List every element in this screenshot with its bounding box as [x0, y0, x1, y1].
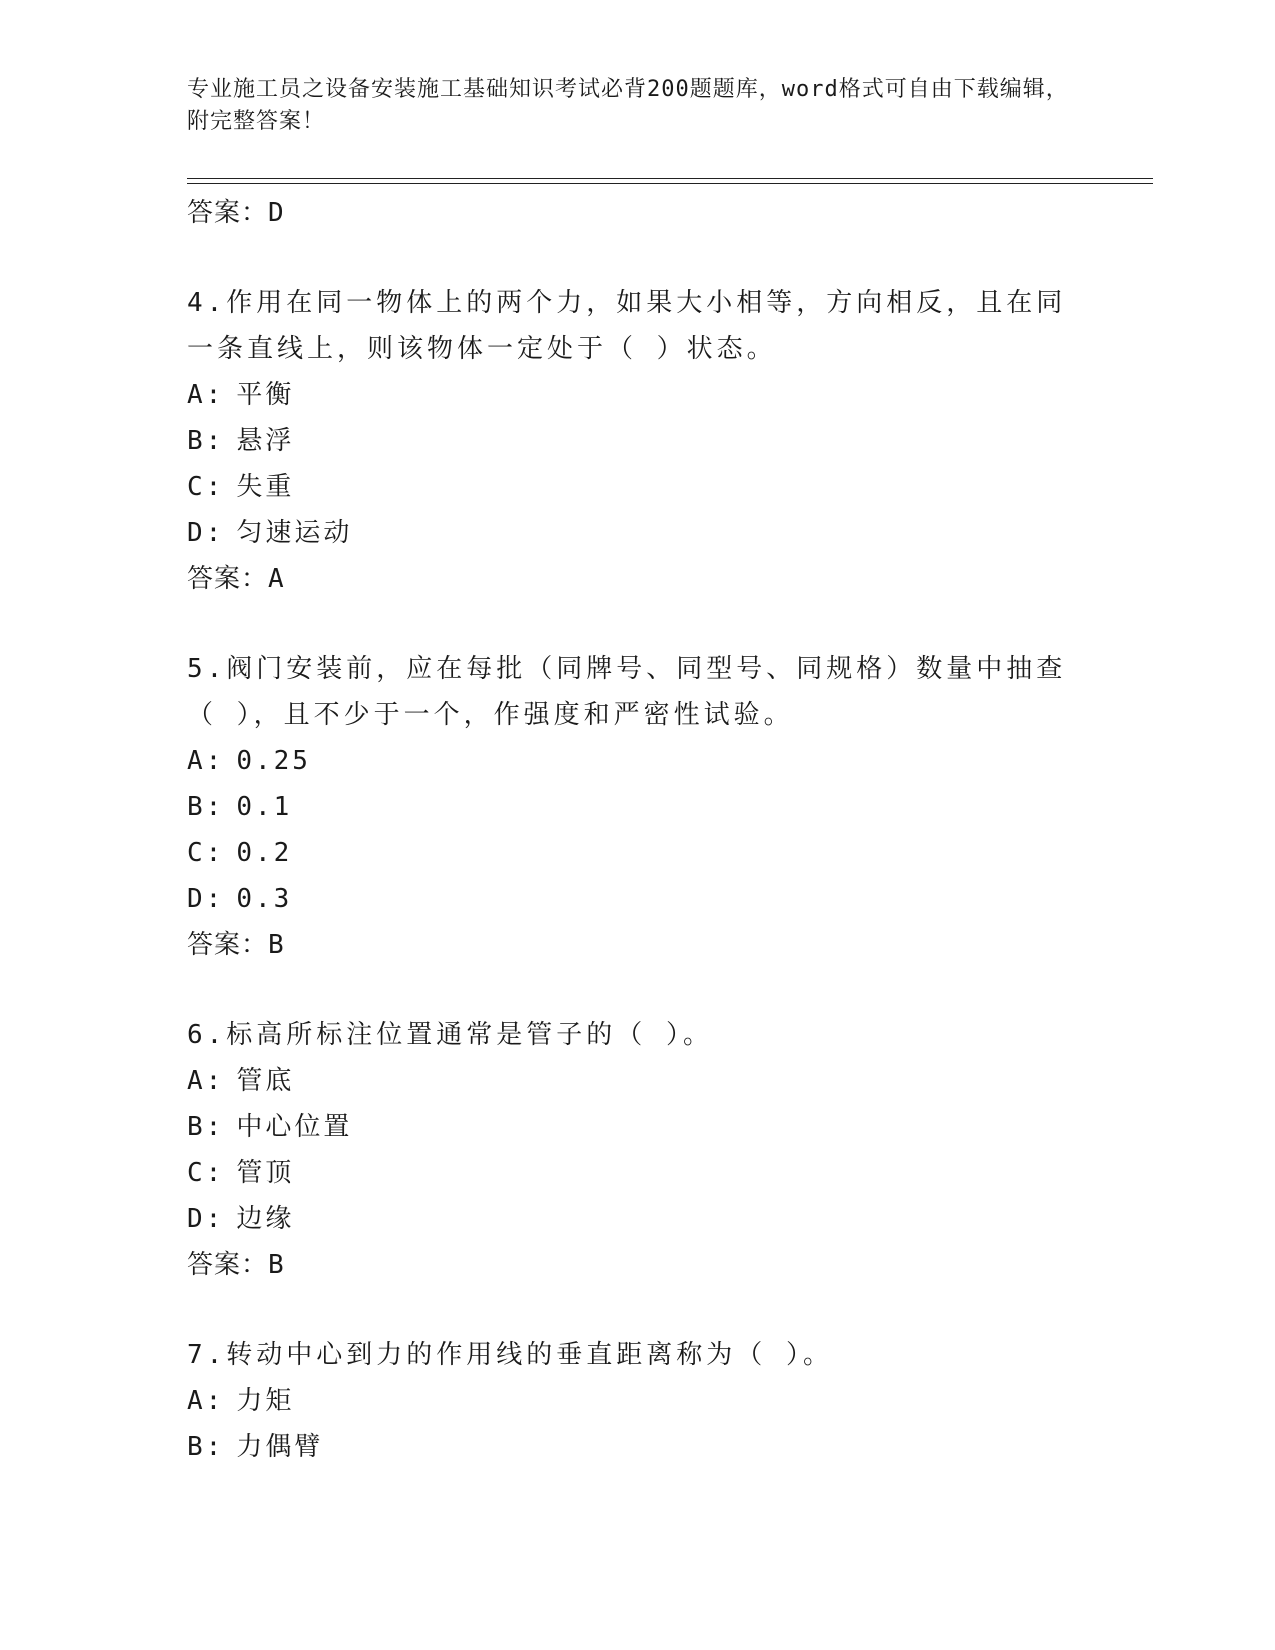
option-a: [187, 372, 1087, 418]
option-text: 0.3: [236, 884, 293, 914]
question-text: 5.阀门安装前，应在每批（同牌号、同型号、同规格）数量中抽查（ ），且不少于一个，作强度和严密性试验。: [187, 654, 1067, 730]
option-key: A:: [187, 1066, 225, 1096]
spacer: [187, 236, 1087, 280]
question-list: [187, 190, 1087, 1470]
option-text: 管顶: [236, 1158, 295, 1188]
question-text: 6.标高所标注位置通常是管子的（ ）。: [187, 1020, 713, 1050]
option-key: A:: [187, 1386, 225, 1416]
spacer: [187, 602, 1087, 646]
option-text: 0.1: [236, 792, 293, 822]
option-key: C:: [187, 838, 225, 868]
option-key: B:: [187, 426, 225, 456]
option-text: 管底: [236, 1066, 295, 1096]
option-key: D:: [187, 1204, 225, 1234]
option-text: 0.2: [236, 838, 293, 868]
option-text: 匀速运动: [236, 518, 353, 548]
option-text: 边缘: [236, 1204, 295, 1234]
option-b: [187, 1104, 1087, 1150]
answer-line: 答案：A: [187, 564, 285, 594]
option-d: [187, 510, 1087, 556]
answer-line: 答案：B: [187, 930, 285, 960]
option-text: 悬浮: [236, 426, 295, 456]
option-c: [187, 830, 1087, 876]
spacer: [187, 1288, 1087, 1332]
spacer: [187, 968, 1087, 1012]
option-a: [187, 1378, 1087, 1424]
answer-line: 答案：B: [187, 1250, 285, 1280]
option-text: 0.25: [236, 746, 311, 776]
option-text: 失重: [236, 472, 295, 502]
option-d: [187, 1196, 1087, 1242]
option-key: B:: [187, 1432, 225, 1462]
option-a: [187, 738, 1087, 784]
answer-line: 答案：D: [187, 198, 285, 228]
option-a: [187, 1058, 1087, 1104]
option-key: D:: [187, 884, 225, 914]
document-header: 专业施工员之设备安装施工基础知识考试必背200题题库，word格式可自由下载编辑，附完整答案！: [187, 77, 1069, 134]
option-key: C:: [187, 1158, 225, 1188]
question-text: 7.转动中心到力的作用线的垂直距离称为（ ）。: [187, 1340, 833, 1370]
option-c: [187, 464, 1087, 510]
option-key: B:: [187, 1112, 225, 1142]
option-key: A:: [187, 746, 225, 776]
option-b: [187, 418, 1087, 464]
option-key: D:: [187, 518, 225, 548]
option-key: C:: [187, 472, 225, 502]
header-divider-bottom: [187, 183, 1153, 184]
option-c: [187, 1150, 1087, 1196]
option-text: 力偶臂: [236, 1432, 324, 1462]
option-text: 平衡: [236, 380, 295, 410]
option-b: [187, 784, 1087, 830]
option-key: B:: [187, 792, 225, 822]
option-key: A:: [187, 380, 225, 410]
question-text: 4.作用在同一物体上的两个力，如果大小相等，方向相反，且在同一条直线上，则该物体一定处于（ ）状态。: [187, 288, 1067, 364]
option-d: [187, 876, 1087, 922]
option-b: [187, 1424, 1087, 1470]
option-text: 中心位置: [236, 1112, 353, 1142]
option-text: 力矩: [236, 1386, 295, 1416]
header-divider-top: [187, 178, 1153, 179]
